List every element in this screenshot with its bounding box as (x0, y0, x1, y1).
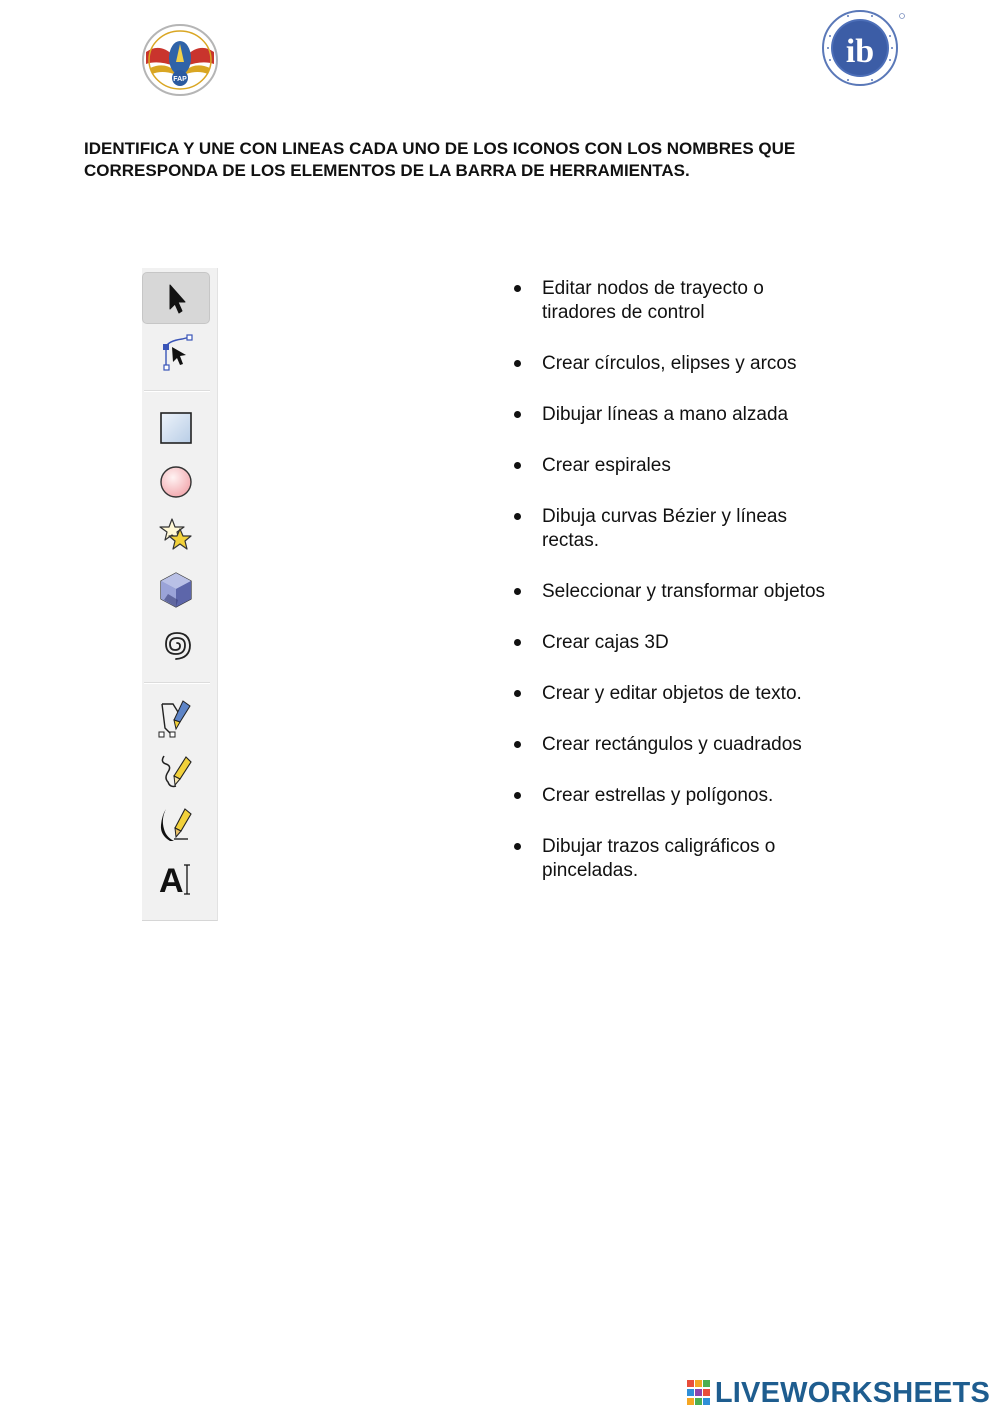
option-item[interactable]: Crear y editar objetos de texto. (511, 682, 841, 706)
instructions-line-2: CORRESPONDA DE LOS ELEMENTOS DE LA BARRA DE HERRAMIENTAS. (84, 161, 690, 180)
spiral-tool[interactable] (142, 618, 210, 668)
spiral-icon (156, 623, 196, 663)
option-item[interactable]: Seleccionar y transformar objetos (511, 580, 841, 604)
node-edit-tool[interactable] (142, 328, 210, 378)
liveworksheets-logo-icon (687, 1380, 711, 1406)
ib-world-school-logo (818, 8, 906, 88)
svg-text:ib: ib (845, 33, 875, 70)
option-item[interactable]: Crear círculos, elipses y arcos (511, 352, 841, 376)
option-item[interactable]: Dibujar líneas a mano alzada (511, 403, 841, 427)
star-icon (156, 516, 196, 556)
ellipse-icon (156, 462, 196, 502)
text-tool-icon (156, 859, 196, 899)
pencil-tool[interactable] (142, 747, 210, 797)
3d-box-icon (156, 570, 196, 610)
star-tool[interactable] (142, 511, 210, 561)
ellipse-tool[interactable] (142, 457, 210, 507)
selector-arrow-icon (156, 278, 196, 318)
drawing-toolbar (142, 268, 218, 921)
text-tool[interactable] (142, 854, 210, 904)
rectangle-tool[interactable] (142, 403, 210, 453)
option-item[interactable]: Editar nodos de trayecto o tiradores de control (511, 277, 841, 325)
toolbar-separator (144, 390, 210, 392)
calligraphy-tool[interactable] (142, 800, 210, 850)
instructions-line-1: IDENTIFICA Y UNE CON LINEAS CADA UNO DE LOS ICONOS CON LOS NOMBRES QUE (84, 139, 796, 158)
option-item[interactable]: Crear rectángulos y cuadrados (511, 733, 841, 757)
3d-box-tool[interactable] (142, 565, 210, 615)
svg-text:FAP: FAP (173, 76, 187, 83)
selector-tool[interactable] (142, 272, 210, 324)
option-item[interactable]: Dibuja curvas Bézier y líneas rectas. (511, 505, 841, 553)
school-crest-logo (140, 22, 220, 98)
option-item[interactable]: Dibujar trazos caligráficos o pinceladas. (511, 835, 841, 883)
bezier-pen-icon (156, 698, 196, 738)
pencil-freehand-icon (156, 752, 196, 792)
instructions-heading (84, 138, 904, 182)
option-item[interactable]: Crear estrellas y polígonos. (511, 784, 841, 808)
tool-names-list (511, 277, 841, 910)
calligraphy-icon (156, 805, 196, 845)
brand-name: LIVEWORKSHEETS (714, 1376, 990, 1409)
svg-text:A: A (159, 862, 184, 899)
toolbar-separator (144, 682, 210, 684)
node-edit-icon (156, 333, 196, 373)
option-item[interactable]: Crear espirales (511, 454, 841, 478)
rectangle-icon (156, 408, 196, 448)
liveworksheets-brand (687, 1376, 990, 1410)
bezier-tool[interactable] (142, 693, 210, 743)
option-item[interactable]: Crear cajas 3D (511, 631, 841, 655)
